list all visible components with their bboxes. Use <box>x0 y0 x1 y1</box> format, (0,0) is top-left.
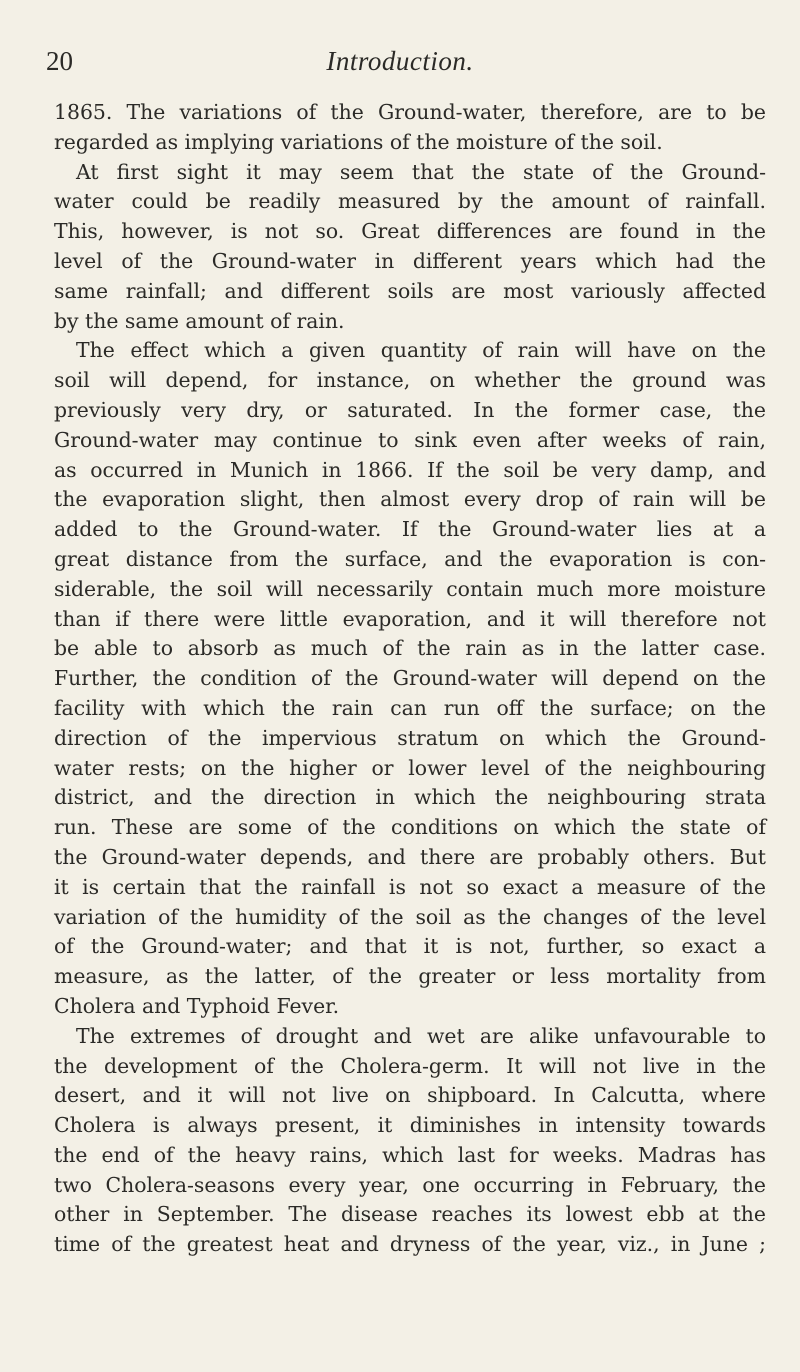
text-line: the Ground-water depends, and there are probably others. But <box>54 844 766 869</box>
text-line: two Cholera-seasons every year, one occurring in February, the <box>54 1172 766 1197</box>
text-line: previously very dry, or saturated. In the former case, the <box>54 397 766 422</box>
text-line: The extremes of drought and wet are alike unfavourable to <box>76 1023 766 1048</box>
text-line: of the Ground-water; and that it is not, further, so exact a <box>54 934 766 959</box>
text-line: be able to absorb as much of the rain as in the latter case. <box>54 636 766 661</box>
text-line: At first sight it may seem that the state of the Ground- <box>76 159 766 184</box>
text-line: run. These are some of the conditions on which the state of <box>54 815 766 840</box>
text-line: it is certain that the rainfall is not so exact a measure of the <box>54 874 766 899</box>
text-line: Further, the condition of the Ground-water will depend on the <box>54 666 766 691</box>
text-line: level of the Ground-water in different years which had the <box>54 248 766 273</box>
text-line: Ground-water may continue to sink even after weeks of rain, <box>54 427 766 452</box>
text-line: siderable, the soil will necessarily contain much more moisture <box>54 576 766 601</box>
text-line: water rests; on the higher or lower level of the neighbouring <box>54 755 766 780</box>
text-line: other in September. The disease reaches its lowest ebb at the <box>54 1202 766 1227</box>
text-line: water could be readily measured by the amount of rainfall. <box>54 189 766 214</box>
text-line: added to the Ground-water. If the Ground-water lies at a <box>54 517 766 542</box>
text-line: Cholera and Typhoid Fever. <box>54 993 340 1018</box>
text-line: variation of the humidity of the soil as the changes of the level <box>54 904 766 929</box>
text-line: regarded as implying variations of the moisture of the soil. <box>54 129 663 154</box>
text-line: desert, and it will not live on shipboard. In Calcutta, where <box>54 1083 766 1108</box>
page-number: 20 <box>46 46 73 76</box>
text-line: the development of the Cholera-germ. It will not live in the <box>54 1053 766 1078</box>
body-text <box>54 98 766 1260</box>
text-line: time of the greatest heat and dryness of the year, viz., in June ; <box>54 1232 766 1257</box>
text-line: same rainfall; and different soils are most variously affected <box>54 278 766 303</box>
text-line: the end of the heavy rains, which last for weeks. Madras has <box>54 1142 766 1167</box>
text-line: by the same amount of rain. <box>54 308 345 333</box>
text-line: great distance from the surface, and the evaporation is con- <box>54 546 766 571</box>
text-line: direction of the impervious stratum on which the Ground- <box>54 725 766 750</box>
text-line: district, and the direction in which the neighbouring strata <box>54 785 766 810</box>
text-line: measure, as the latter, of the greater or less mortality from <box>54 964 766 989</box>
text-line: 1865. The variations of the Ground-water, therefore, are to be <box>54 100 766 124</box>
text-line: The effect which a given quantity of rain will have on the <box>76 338 766 363</box>
text-line: soil will depend, for instance, on whether the ground was <box>54 368 766 393</box>
running-head: Introduction. <box>326 46 474 76</box>
text-line: Cholera is always present, it diminishes in intensity towards <box>54 1113 766 1138</box>
text-line: facility with which the rain can run off the surface; on the <box>54 695 766 720</box>
text-line: the evaporation slight, then almost every drop of rain will be <box>54 487 766 512</box>
text-line: This, however, is not so. Great differences are found in the <box>54 219 766 244</box>
text-line: than if there were little evaporation, and it will therefore not <box>54 606 766 631</box>
text-line: as occurred in Munich in 1866. If the soil be very damp, and <box>54 457 766 482</box>
page-header <box>46 46 754 80</box>
